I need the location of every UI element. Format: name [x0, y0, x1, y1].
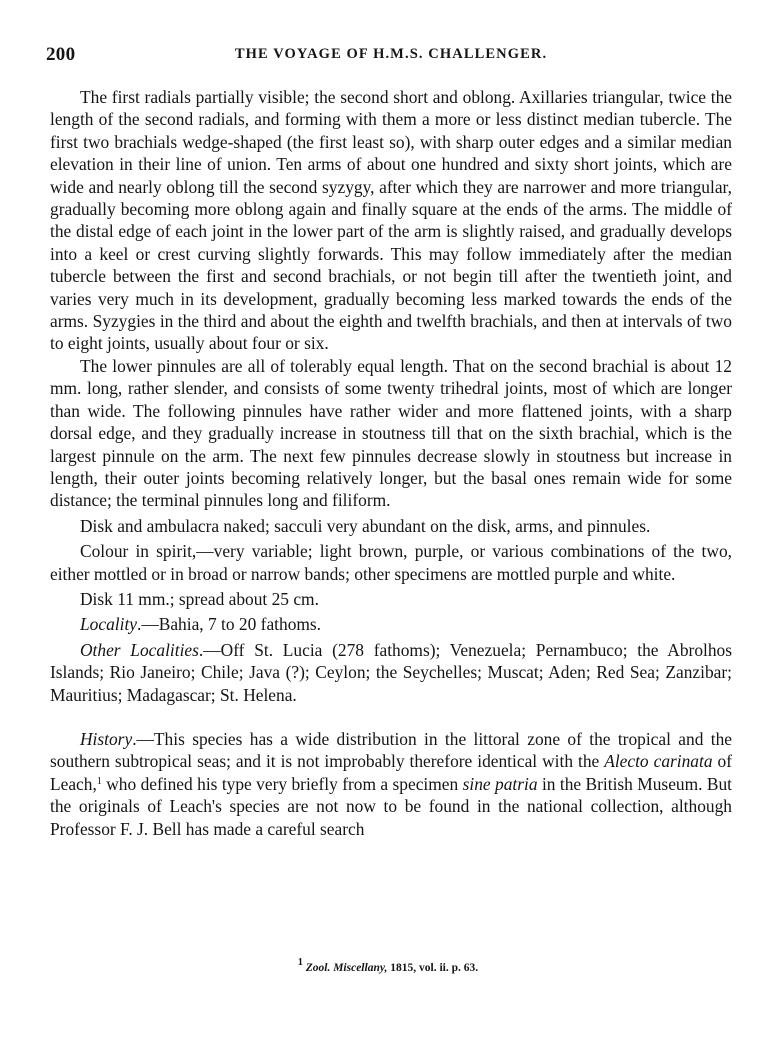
- footnote-detail: 1815, vol. ii. p. 63.: [387, 962, 479, 974]
- other-localities-text: .—Off St. Lucia (278 fathoms); Venezuela; Pernambuco; the Abrolhos Islands; Rio Janeiro; Chile; Java (?); Ceylon; the Seychelles; Muscat; Aden; Red Sea; Zanzibar; Mauritius; Madagascar; St. Helena.: [50, 639, 733, 705]
- page-number: 200: [46, 44, 76, 65]
- paragraph-measurements: Disk 11 mm.; spread about 25 cm.: [80, 588, 319, 609]
- history-text-c: who defined his type very briefly from a specimen: [101, 773, 463, 794]
- footnote-source: Zool. Miscellany,: [305, 962, 388, 974]
- footnote-reference: 1: [96, 775, 102, 787]
- history-label: History: [80, 728, 133, 749]
- other-localities-label: Other Localities: [80, 639, 199, 660]
- running-title: THE VOYAGE OF H.M.S. CHALLENGER.: [234, 46, 548, 62]
- paragraph-colour: Colour in spirit,—very variable; light brown, purple, or various combinations of the two, either mottled or in broad or narrow bands; other specimens are mottled purple and white.: [50, 541, 732, 584]
- paragraph-other-localities: [50, 639, 732, 706]
- footnote-marker: 1: [297, 957, 303, 968]
- latin-phrase: sine patria: [462, 773, 538, 794]
- species-name: Alecto carinata: [604, 751, 713, 772]
- paragraph-pinnules: The lower pinnules are all of tolerably equal length. That on the second brachial is about 12 mm. long, rather slender, and consists of some twenty trihedral joints, most of which are longer than wide. The following pinnules have rather wider and more flattened joints, with a sharp dorsal edge, and they gradually increase in stoutness till that on the sixth brachial, which is the largest pinnule on the arm. The next few pinnules decrease slowly in stoutness but increase in length, their outer joints becoming relatively longer, but the basal ones remain wide for some distance; the terminal pinnules long and filiform.: [50, 355, 732, 511]
- paragraph-locality: [50, 613, 732, 635]
- paragraph-history: [50, 728, 732, 840]
- history-text-a: .—This species has a wide distribution in the littoral zone of the tropical and the southern subtropical seas; and it is not improbably therefore identical with the: [50, 728, 732, 772]
- paragraph-radials-and-arms: The first radials partially visible; the second short and oblong. Axillaries triangular, twice the length of the second radials, and forming with them a more or less distinct median tubercle. The first two brachials wedge-shaped (the first least so), with sharp outer edges and a similar median elevation in their line of union. Ten arms of about one hundred and sixty short joints, which are wide and nearly oblong till the second syzygy, after which they are narrower and more triangular, gradually becoming more oblong again and finally square at the ends of the arms. The middle of the distal edge of each joint in the lower part of the arm is slightly raised, and gradually develops into a keel or crest curving slightly forwards. This may follow immediately after the median tubercle between the first and second brachials, or not begin till after the twentieth joint, and varies very much in its development, gradually becoming less marked towards the ends of the arms. Syzygies in the third and about the eighth and twelfth brachials, and then at intervals of two to eight joints, usually about four or six.: [50, 87, 732, 354]
- history-text-b: of Leach,: [50, 751, 732, 794]
- page-header: [46, 44, 736, 68]
- history-text-d: in the British Museum. But the originals of Leach's species are not now to be found in the national collection, although Professor F. J. Bell has made a careful search: [50, 773, 733, 839]
- locality-label: Locality: [80, 614, 137, 635]
- paragraph-disk: Disk and ambulacra naked; sacculi very abundant on the disk, arms, and pinnules.: [80, 515, 651, 536]
- body-text: [50, 86, 732, 840]
- footnote: [0, 957, 776, 974]
- locality-text: .—Bahia, 7 to 20 fathoms.: [137, 614, 322, 635]
